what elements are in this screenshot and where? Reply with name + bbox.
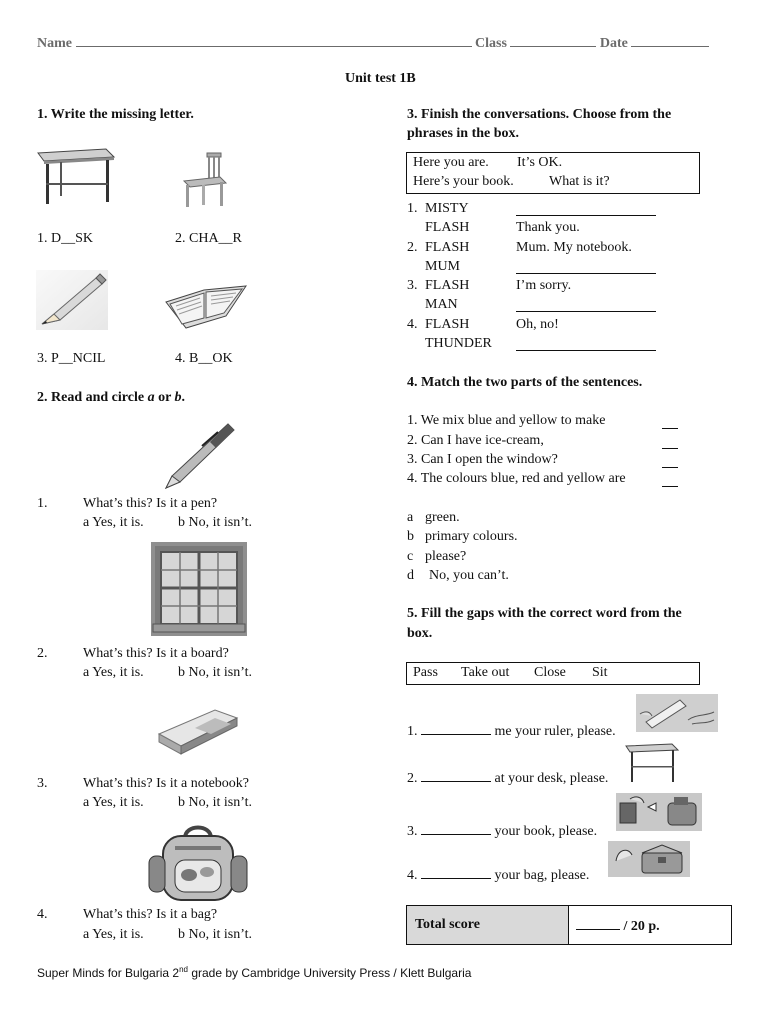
ex3-heading-line1: 3. Finish the conversations. Choose from the [407,107,672,122]
ex3-row-speaker: FLASH [425,317,470,332]
ex4-right-text: please? [425,549,467,564]
window-icon [151,542,247,636]
ex4-right-text: No, you can’t. [429,568,509,583]
footer-sup: nd [179,965,188,974]
ex2-q4-option-b[interactable]: b No, it isn’t. [178,927,253,942]
total-score-max: / 20 p. [623,919,660,934]
desk-icon [624,742,680,786]
ex5-item-2 [407,769,608,787]
score-answer-line[interactable] [576,917,620,930]
ex5-num: 2. [407,771,418,786]
ex3-row-line: I’m sorry. [516,278,572,293]
pass-ruler-icon [636,694,718,732]
ex5-heading-line1: 5. Fill the gaps with the correct word from the [407,606,682,621]
ex5-word: Close [534,665,566,680]
ex3-row-num: 3. [407,278,418,293]
ex3-row-speaker: MUM [425,259,461,274]
ex2-q1-question: What’s this? Is it a pen? [83,496,218,511]
ex2-q3-option-a[interactable]: a Yes, it is. [83,795,144,810]
ex2-q4-question: What’s this? Is it a bag? [83,907,218,922]
date-label: Date [599,36,628,51]
ex3-row-speaker: FLASH [425,278,470,293]
ex5-item-1 [407,722,616,740]
name-line [37,34,709,52]
ex3-row-speaker: FLASH [425,220,470,235]
ex3-phrase-2: It’s OK. [517,155,563,170]
ex2-q3-num: 3. [37,776,48,791]
desk-icon [36,147,116,207]
ex5-num: 1. [407,724,418,739]
class-field[interactable] [510,34,596,47]
pen-icon [162,420,238,492]
page-title: Unit test 1B [345,71,416,86]
ex3-row-num: 4. [407,317,418,332]
ex2-q2-num: 2. [37,646,48,661]
ex2-q3-option-b[interactable]: b No, it isn’t. [178,795,253,810]
ex5-item-4 [407,866,589,884]
ex5-word: Pass [413,665,438,680]
ex4-right-letter: d [407,568,414,583]
ex2-heading-b: b [174,390,182,405]
footer-credit [37,965,471,980]
ex2-q1-option-a[interactable]: a Yes, it is. [83,515,144,530]
ex4-right-letter: b [407,529,414,544]
footer-text-pre: Super Minds for Bulgaria 2 [37,966,180,980]
ex3-phrase-3: Here’s your book. [413,174,514,189]
ex4-heading: 4. Match the two parts of the sentences. [407,375,643,390]
ex4-left-4: 4. The colours blue, red and yellow are [407,471,626,486]
total-score-label: Total score [415,917,480,932]
ex3-row-line: Thank you. [516,220,580,235]
ex1-item-1: 1. D__SK [37,231,94,246]
ex4-left-3: 3. Can I open the window? [407,452,558,467]
bag-icon [145,822,251,904]
ex3-answer-line[interactable] [516,261,656,274]
ex4-left-2: 2. Can I have ice-cream, [407,433,544,448]
ex5-num: 4. [407,868,418,883]
ex5-text: your book, please. [494,824,598,839]
ex4-answer-line[interactable] [662,474,678,487]
pencil-icon [36,270,108,330]
ex4-left-1: 1. We mix blue and yellow to make [407,413,606,428]
ex4-answer-line[interactable] [662,455,678,468]
ex2-heading-end: . [181,390,186,405]
ex2-q1-option-b[interactable]: b No, it isn’t. [178,515,253,530]
ex5-answer-line[interactable] [421,822,491,835]
ex2-q2-option-b[interactable]: b No, it isn’t. [178,665,253,680]
ex3-row-num: 2. [407,240,418,255]
ex1-item-4: 4. B__OK [175,351,233,366]
ex2-q3-question: What’s this? Is it a notebook? [83,776,250,791]
ex3-row-line: Mum. My notebook. [516,240,632,255]
ex2-q4-num: 4. [37,907,48,922]
ex3-row-speaker: THUNDER [425,336,492,351]
ex1-item-2: 2. CHA__R [175,231,242,246]
ex3-row-line: Oh, no! [516,317,559,332]
ex5-word: Take out [461,665,510,680]
ex3-phrase-4: What is it? [549,174,610,189]
ex2-q2-question: What’s this? Is it a board? [83,646,229,661]
name-label: Name [37,36,72,51]
ex4-right-letter: c [407,549,414,564]
ex4-answer-line[interactable] [662,436,678,449]
ex3-answer-line[interactable] [516,299,656,312]
ex3-heading-line2: phrases in the box. [407,126,520,141]
ex5-word: Sit [592,665,608,680]
name-field[interactable] [76,34,472,47]
date-field[interactable] [631,34,709,47]
ex2-q4-option-a[interactable]: a Yes, it is. [83,927,144,942]
ex2-heading-or: or [154,390,175,405]
ex5-text: at your desk, please. [494,771,609,786]
ex5-answer-line[interactable] [421,769,491,782]
ex2-heading-a: a [147,390,155,405]
chair-icon [180,151,230,211]
ex3-row-speaker: MISTY [425,201,469,216]
ex5-num: 3. [407,824,418,839]
class-label: Class [475,36,507,51]
ex2-q1-num: 1. [37,496,48,511]
ex3-answer-line[interactable] [516,203,656,216]
ex3-row-speaker: MAN [425,297,458,312]
ex5-text: me your ruler, please. [494,724,616,739]
take-out-book-icon [616,793,702,831]
ex2-heading-text: 2. Read and circle [37,390,148,405]
ex5-heading-line2: box. [407,626,433,641]
ex4-right-letter: a [407,510,414,525]
ex4-right-text: primary colours. [425,529,518,544]
ex5-item-3 [407,822,597,840]
ex4-right-text: green. [425,510,460,525]
ex2-q2-option-a[interactable]: a Yes, it is. [83,665,144,680]
ex3-row-speaker: FLASH [425,240,470,255]
ex3-answer-line[interactable] [516,338,656,351]
ex3-phrase-1: Here you are. [413,155,489,170]
footer-text-post: grade by Cambridge University Press / Klett Bulgaria [187,966,472,980]
eraser-icon [155,706,241,756]
ex3-row-num: 1. [407,201,418,216]
ex1-item-3: 3. P__NCIL [37,351,106,366]
ex2-heading [37,390,185,406]
book-icon [164,280,248,332]
close-bag-icon [608,841,690,877]
ex4-answer-line[interactable] [662,416,678,429]
total-score-value [576,917,660,935]
ex5-answer-line[interactable] [421,866,491,879]
ex5-text: your bag, please. [494,868,590,883]
ex5-answer-line[interactable] [421,722,491,735]
ex1-heading: 1. Write the missing letter. [37,107,194,122]
